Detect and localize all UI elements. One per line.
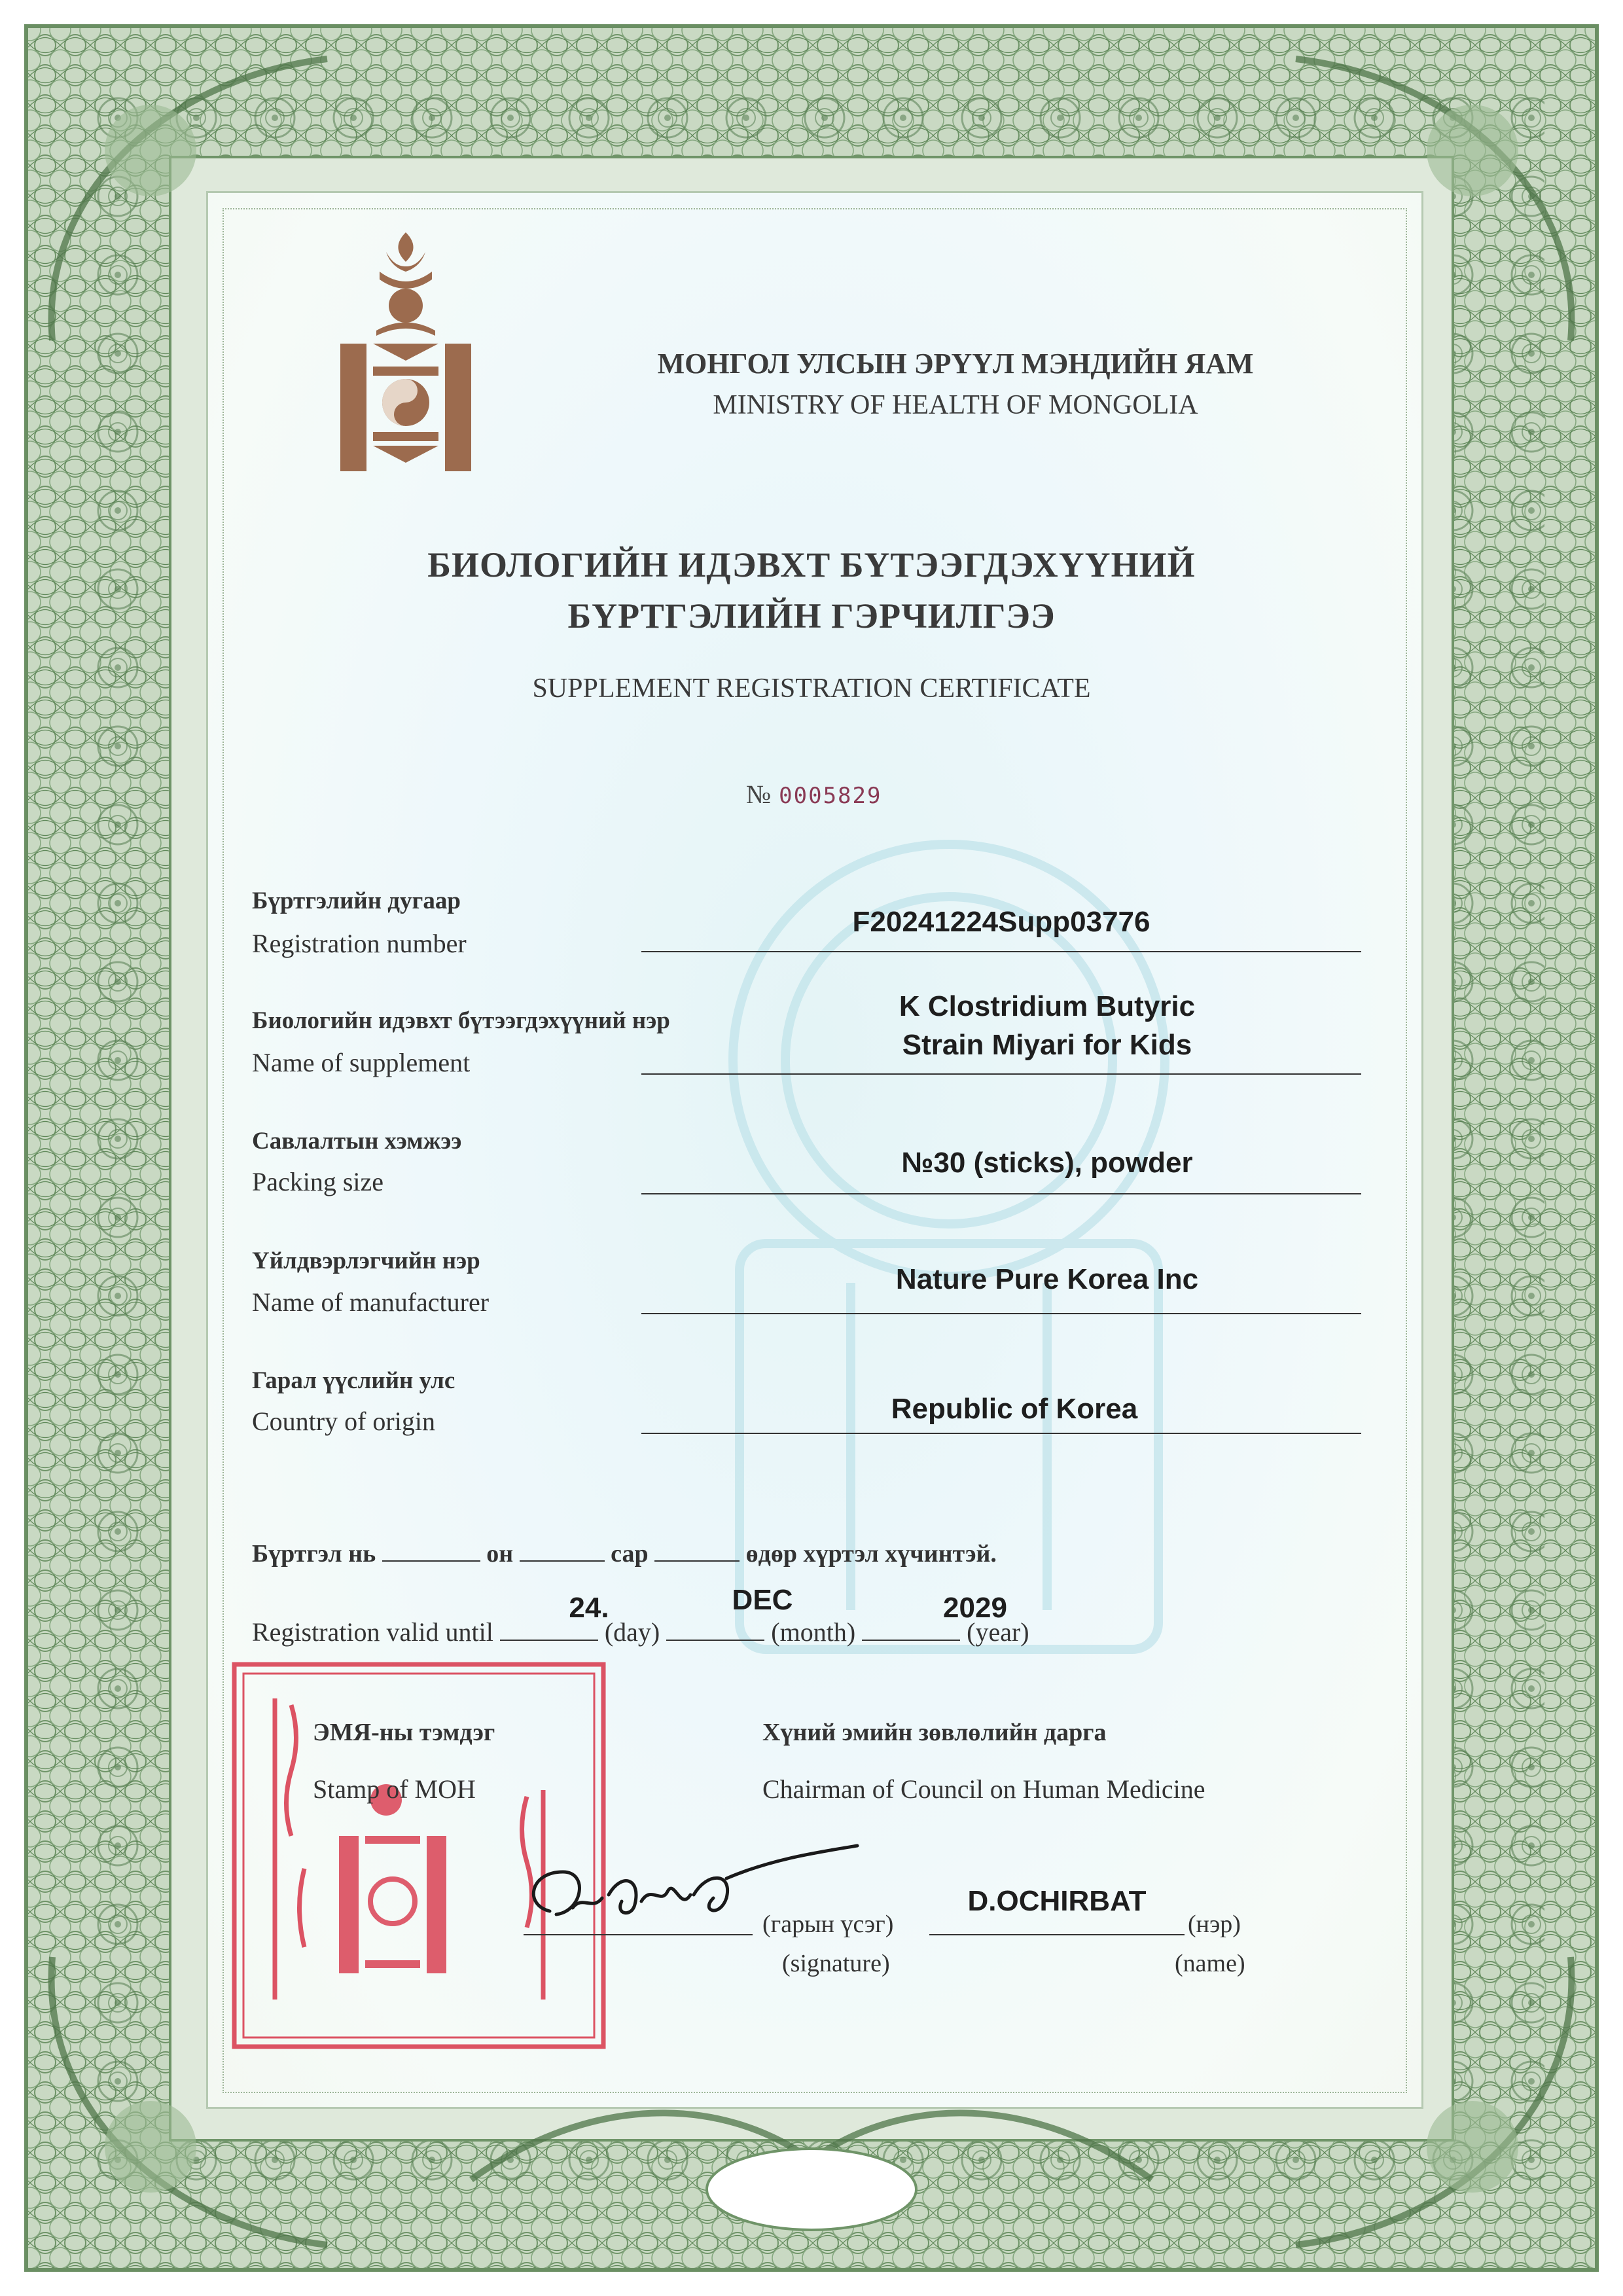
- stamp-title-en: Stamp of MOH: [313, 1774, 476, 1804]
- registration-number-line: [641, 951, 1361, 952]
- validity-mn-month: сар: [611, 1540, 649, 1568]
- validity-mn: [252, 1539, 997, 1568]
- validity-mn-suffix: өдөр хүртэл хүчинтэй.: [745, 1540, 997, 1568]
- name-line: [929, 1934, 1185, 1935]
- chairman-title-en: Chairman of Council on Human Medicine: [762, 1774, 1205, 1804]
- signature-label-en: (signature): [782, 1950, 890, 1977]
- soyombo-emblem: [340, 232, 471, 475]
- ministry-name-mn: МОНГОЛ УЛСЫН ЭРҮҮЛ МЭНДИЙН ЯАМ: [657, 348, 1254, 380]
- registration-number-value: F20241224Supp03776: [852, 906, 1150, 938]
- stamp-title-mn: ЭМЯ-ны тэмдэг: [313, 1719, 495, 1746]
- certificate-number: [746, 779, 882, 810]
- signature-label-mn: (гарын үсэг): [762, 1910, 894, 1938]
- validity-en: [252, 1617, 1029, 1647]
- month-label: (month): [771, 1617, 856, 1647]
- country-line: [641, 1433, 1361, 1434]
- certificate-title-en: SUPPLEMENT REGISTRATION CERTIFICATE: [532, 673, 1091, 704]
- registration-number-label-en: Registration number: [252, 929, 467, 958]
- name-label-mn: (нэр): [1188, 1910, 1241, 1938]
- certificate-title-mn-line1: БИОЛОГИЙН ИДЭВХТ БҮТЭЭГДЭХҮҮНИЙ: [427, 545, 1196, 584]
- supplement-name-value-line2: Strain Miyari for Kids: [902, 1029, 1192, 1061]
- packing-size-label-en: Packing size: [252, 1167, 384, 1196]
- ministry-name-en: MINISTRY OF HEALTH OF MONGOLIA: [713, 390, 1198, 420]
- certificate-title-mn-line2: БҮРТГЭЛИЙН ГЭРЧИЛГЭЭ: [567, 596, 1056, 636]
- validity-mn-prefix: Бүртгэл нь: [252, 1540, 376, 1568]
- manufacturer-label-mn: Үйлдвэрлэгчийн нэр: [252, 1247, 480, 1274]
- supplement-name-label-en: Name of supplement: [252, 1048, 471, 1077]
- country-label-mn: Гарал үүслийн улс: [252, 1367, 455, 1394]
- validity-mn-year: он: [486, 1540, 514, 1568]
- valid-month-value: DEC: [732, 1584, 793, 1616]
- registration-number-label-mn: Бүртгэлийн дугаар: [252, 888, 461, 914]
- manufacturer-line: [641, 1313, 1361, 1314]
- valid-year-value: 2029: [943, 1592, 1007, 1624]
- day-label: (day): [604, 1617, 660, 1647]
- valid-day-value: 24.: [569, 1592, 609, 1624]
- manufacturer-label-en: Name of manufacturer: [252, 1287, 490, 1317]
- supplement-name-label-mn: Биологийн идэвхт бүтээгдэхүүний нэр: [252, 1007, 670, 1034]
- packing-size-label-mn: Савлалтын хэмжээ: [252, 1128, 462, 1155]
- chairman-title-mn: Хүний эмийн зөвлөлийн дарга: [762, 1719, 1107, 1746]
- supplement-name-value-line1: K Clostridium Butyric: [899, 990, 1196, 1022]
- signature-line: [524, 1934, 753, 1935]
- packing-size-line: [641, 1193, 1361, 1194]
- supplement-name-line: [641, 1073, 1361, 1075]
- certificate-number-value: 0005829: [779, 783, 882, 809]
- packing-size-value: №30 (sticks), powder: [901, 1147, 1193, 1179]
- name-label-en: (name): [1175, 1950, 1245, 1977]
- country-value: Republic of Korea: [891, 1393, 1138, 1425]
- signatory-name: D.OCHIRBAT: [967, 1885, 1147, 1917]
- validity-en-prefix: Registration valid until: [252, 1617, 493, 1647]
- country-label-en: Country of origin: [252, 1407, 435, 1436]
- year-label: (year): [967, 1617, 1029, 1647]
- manufacturer-value: Nature Pure Korea Inc: [895, 1263, 1199, 1295]
- number-sign: №: [746, 780, 772, 809]
